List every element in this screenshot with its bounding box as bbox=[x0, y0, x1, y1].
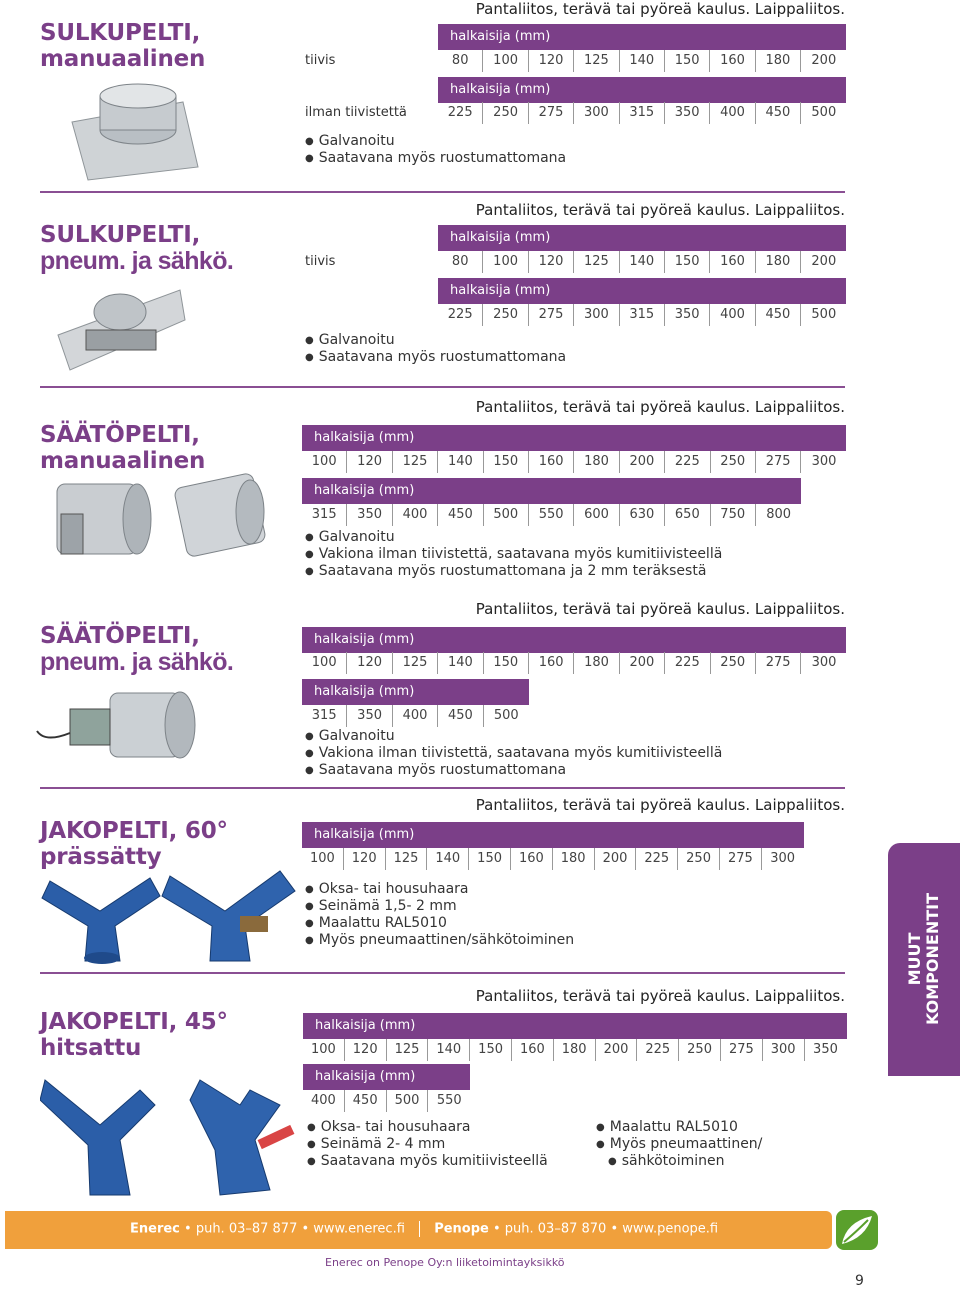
size-header: halkaisija (mm) bbox=[302, 425, 846, 451]
connection-text: Pantaliitos, terävä tai pyöreä kaulus. Laippaliitos. bbox=[475, 201, 845, 219]
page-number: 9 bbox=[855, 1273, 864, 1289]
brand-penope: Penope bbox=[434, 1221, 489, 1237]
size-header: halkaisija (mm) bbox=[302, 478, 801, 504]
size-header: halkaisija (mm) bbox=[303, 1064, 470, 1090]
phone-penope: puh. 03–87 870 bbox=[504, 1221, 607, 1237]
size-header: halkaisija (mm) bbox=[438, 77, 846, 103]
size-header: halkaisija (mm) bbox=[303, 1013, 847, 1039]
damper-photo bbox=[68, 82, 238, 182]
size-row: 100 120 125 140 150 160 180 200 225 250 275 300 bbox=[302, 848, 804, 870]
connection-text: Pantaliitos, terävä tai pyöreä kaulus. Laippaliitos. bbox=[475, 987, 845, 1005]
size-row: 315 350 400 450 500 550 600 630 650 750 800 bbox=[302, 504, 801, 526]
feature-list: ● Oksa- tai housuhaara ● Seinämä 2- 4 mm ● Saatavana myös kumitiivisteellä bbox=[307, 1119, 548, 1170]
size-row: 315 350 400 450 500 bbox=[302, 705, 529, 727]
divider bbox=[40, 386, 845, 388]
size-row: 225 250 275 300 315 350 400 450 500 bbox=[438, 304, 847, 326]
row-label: ilman tiivistettä bbox=[305, 105, 407, 120]
product-title: SÄÄTÖPELTI, pneum. ja sähkö. bbox=[40, 623, 234, 676]
feature-list: ● Galvanoitu ● Saatavana myös ruostumattomana bbox=[305, 133, 566, 167]
connection-text: Pantaliitos, terävä tai pyöreä kaulus. Laippaliitos. bbox=[475, 796, 845, 814]
web-enerec[interactable]: www.enerec.fi bbox=[313, 1221, 405, 1237]
diverter-photo bbox=[40, 856, 300, 966]
product-title: SULKUPELTI, pneum. ja sähkö. bbox=[40, 222, 234, 275]
divider bbox=[40, 787, 845, 789]
size-header: halkaisija (mm) bbox=[302, 679, 529, 705]
size-row: 225 250 275 300 315 350 400 450 500 bbox=[438, 102, 847, 124]
size-row: 100 120 125 140 150 160 180 200 225 250 275 300 350 bbox=[303, 1039, 846, 1061]
product-title: SULKUPELTI, manuaalinen bbox=[40, 20, 206, 72]
damper-photo bbox=[45, 470, 285, 570]
damper-photo bbox=[35, 683, 205, 778]
size-row: 100 120 125 140 150 160 180 200 225 250 275 300 bbox=[302, 451, 847, 473]
connection-text: Pantaliitos, terävä tai pyöreä kaulus. Laippaliitos. bbox=[475, 398, 845, 416]
diverter-photo bbox=[40, 1060, 300, 1200]
feature-list: ● Galvanoitu ● Vakiona ilman tiivistettä, saatavana myös kumitiivisteellä ● Saatavana myös ruostumattomana bbox=[305, 728, 722, 779]
footer-bar: Enerec • puh. 03–87 877 • www.enerec.fi Penope • puh. 03–87 870 • www.penope.fi bbox=[5, 1211, 832, 1249]
size-header: halkaisija (mm) bbox=[438, 24, 846, 50]
feature-list: ● Maalattu RAL5010 ● Myös pneumaattinen/ ● sähkötoiminen bbox=[596, 1119, 762, 1170]
product-title: SÄÄTÖPELTI, manuaalinen bbox=[40, 422, 206, 474]
row-label: tiivis bbox=[305, 254, 336, 269]
row-label: tiivis bbox=[305, 53, 336, 68]
feature-list: ● Galvanoitu ● Saatavana myös ruostumattomana bbox=[305, 332, 566, 366]
connection-text: Pantaliitos, terävä tai pyöreä kaulus. Laippaliitos. bbox=[475, 0, 845, 18]
divider bbox=[40, 191, 845, 193]
size-row: 80 100 120 125 140 150 160 180 200 bbox=[438, 50, 847, 72]
size-header: halkaisija (mm) bbox=[302, 822, 804, 848]
size-header: halkaisija (mm) bbox=[438, 225, 846, 251]
damper-photo bbox=[50, 280, 190, 375]
section-tab: MUUT KOMPONENTIT bbox=[888, 843, 960, 1076]
divider bbox=[40, 972, 845, 974]
size-row: 80 100 120 125 140 150 160 180 200 bbox=[438, 251, 847, 273]
size-row: 400 450 500 550 bbox=[303, 1090, 470, 1112]
phone-enerec: puh. 03–87 877 bbox=[195, 1221, 298, 1237]
connection-text: Pantaliitos, terävä tai pyöreä kaulus. Laippaliitos. bbox=[475, 600, 845, 618]
size-row: 100 120 125 140 150 160 180 200 225 250 275 300 bbox=[302, 652, 847, 674]
product-title: JAKOPELTI, 60° prässätty bbox=[40, 818, 228, 870]
product-title: JAKOPELTI, 45° hitsattu bbox=[40, 1009, 228, 1061]
leaf-logo-icon bbox=[836, 1210, 878, 1250]
size-header: halkaisija (mm) bbox=[438, 278, 846, 304]
brand-enerec: Enerec bbox=[130, 1221, 180, 1237]
feature-list: ● Oksa- tai housuhaara ● Seinämä 1,5- 2 mm ● Maalattu RAL5010 ● Myös pneumaattinen/sähkötoiminen bbox=[305, 881, 574, 949]
footer-subline: Enerec on Penope Oy:n liiketoimintayksikkö bbox=[325, 1256, 565, 1269]
web-penope[interactable]: www.penope.fi bbox=[622, 1221, 719, 1237]
size-header: halkaisija (mm) bbox=[302, 627, 846, 653]
feature-list: ● Galvanoitu ● Vakiona ilman tiivistettä, saatavana myös kumitiivisteellä ● Saatavana myös ruostumattomana ja 2 mm teräksestä bbox=[305, 529, 722, 580]
